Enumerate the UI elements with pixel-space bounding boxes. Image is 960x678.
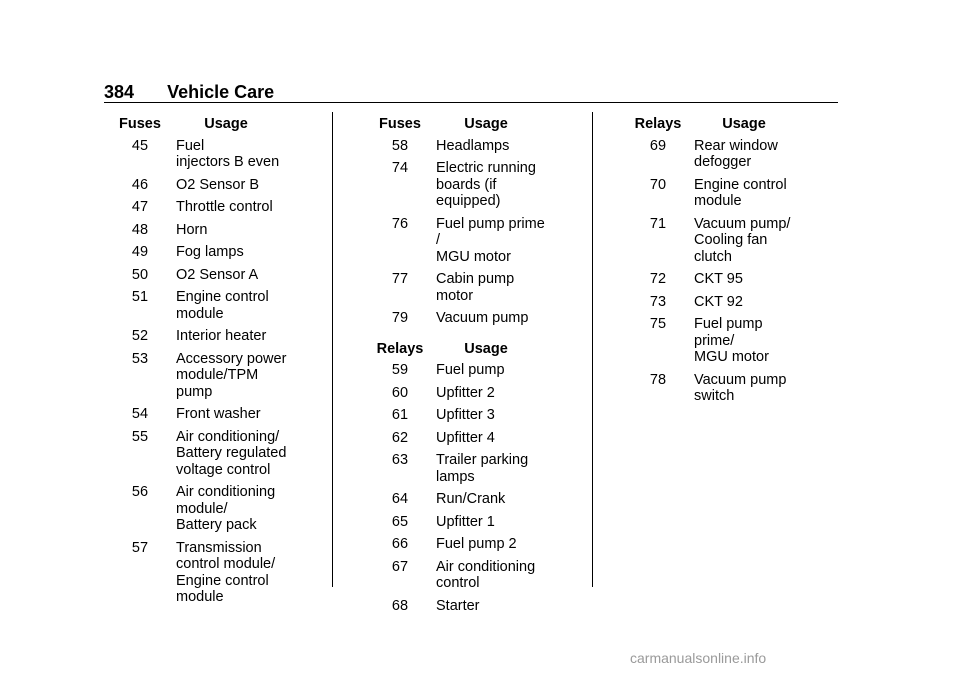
usage-line: lamps	[436, 468, 475, 485]
row-usage	[436, 362, 548, 379]
table-row	[622, 216, 832, 266]
row-usage	[436, 559, 548, 592]
row-usage	[694, 138, 806, 171]
fuses-header: Fuses	[379, 116, 421, 132]
header-rule	[104, 102, 838, 103]
table-row	[104, 289, 314, 322]
row-usage	[176, 222, 288, 239]
row-usage	[436, 310, 548, 327]
row-usage	[436, 385, 548, 402]
section-title: Vehicle Care	[167, 82, 275, 102]
usage-line: Starter	[436, 597, 480, 614]
row-number: 50	[131, 266, 149, 283]
table-row	[364, 138, 574, 155]
relays-header: Relays	[634, 116, 682, 132]
table-row	[364, 430, 574, 447]
usage-line: Trailer parking	[436, 452, 529, 468]
row-usage	[694, 216, 806, 266]
row-number: 47	[131, 199, 149, 215]
table-body	[364, 362, 574, 614]
row-usage	[176, 138, 288, 171]
row-number: 64	[391, 491, 409, 507]
usage-line: module/TPM pump	[176, 367, 259, 400]
usage-line: Rear window	[694, 137, 778, 154]
usage-line: Vacuum pump	[436, 310, 529, 326]
usage-line: Battery regulated	[176, 445, 287, 461]
row-usage	[436, 407, 548, 424]
table-row	[104, 406, 314, 423]
usage-line: module	[176, 589, 224, 605]
row-usage	[176, 429, 288, 479]
usage-line: Vacuum pump/	[694, 215, 791, 232]
usage-line: Electric running	[436, 160, 536, 176]
row-usage	[694, 316, 806, 366]
row-number: 78	[649, 371, 667, 388]
table-body	[364, 138, 574, 327]
table-row	[364, 514, 574, 531]
row-usage	[436, 138, 548, 155]
table-row	[104, 328, 314, 345]
table-body	[104, 138, 314, 606]
usage-line: control module/	[176, 556, 276, 572]
usage-line: Headlamps	[436, 137, 510, 154]
row-number: 55	[131, 428, 149, 445]
usage-line: Horn	[176, 221, 208, 238]
row-number: 46	[131, 176, 149, 193]
usage-line: module	[176, 305, 224, 322]
table-row	[104, 138, 314, 171]
usage-line: Vacuum pump	[694, 371, 787, 388]
row-number: 74	[391, 160, 409, 176]
usage-line: Upfitter 1	[436, 513, 495, 530]
row-number: 59	[391, 362, 409, 378]
row-number: 57	[131, 539, 149, 556]
table-row	[104, 244, 314, 261]
column-divider	[332, 112, 333, 587]
usage-line: Cabin pump motor	[436, 271, 515, 304]
table-row	[364, 160, 574, 210]
table-header	[364, 116, 574, 133]
row-usage	[436, 430, 548, 447]
usage-line: module/	[176, 500, 228, 517]
usage-line: O2 Sensor A	[176, 266, 259, 283]
row-usage	[694, 271, 806, 288]
usage-header: Usage	[722, 116, 766, 132]
row-number: 65	[391, 513, 409, 530]
row-usage	[176, 267, 288, 284]
row-usage	[176, 199, 288, 216]
table-row	[104, 351, 314, 401]
usage-line: boards (if	[436, 176, 497, 193]
row-usage	[176, 540, 288, 606]
usage-line: MGU motor	[436, 248, 511, 265]
row-number: 70	[649, 176, 667, 193]
table-row	[622, 316, 832, 366]
row-usage	[176, 406, 288, 423]
table-row	[364, 559, 574, 592]
table-row	[104, 484, 314, 534]
row-number: 52	[131, 328, 149, 344]
row-usage	[694, 372, 806, 405]
usage-line: Air conditioning	[436, 558, 536, 575]
row-number: 79	[391, 310, 409, 326]
table-body	[622, 138, 832, 405]
usage-line: voltage control	[176, 461, 271, 478]
usage-line: Air conditioning	[176, 484, 276, 500]
table-row	[104, 177, 314, 194]
row-number: 66	[391, 536, 409, 552]
table-row	[622, 372, 832, 405]
row-usage	[436, 271, 548, 304]
usage-line: Fuel pump prime /	[436, 215, 545, 248]
row-usage	[176, 289, 288, 322]
row-number: 69	[649, 137, 667, 154]
row-usage	[436, 452, 548, 485]
usage-line: Transmission	[176, 539, 262, 556]
usage-line: module	[694, 193, 742, 209]
row-usage	[436, 514, 548, 531]
row-number: 71	[649, 215, 667, 232]
usage-header: Usage	[464, 116, 508, 132]
row-number: 72	[649, 271, 667, 287]
table-header	[104, 116, 314, 133]
table-row	[622, 138, 832, 171]
row-number: 45	[131, 137, 149, 154]
fuses-table-1	[104, 116, 314, 612]
row-usage	[176, 244, 288, 261]
table-header	[622, 116, 832, 133]
table-row	[622, 294, 832, 311]
row-number: 77	[391, 271, 409, 287]
row-number: 54	[131, 406, 149, 422]
table-row	[364, 310, 574, 327]
table-row	[622, 177, 832, 210]
row-number: 48	[131, 221, 149, 238]
usage-line: switch	[694, 388, 735, 404]
table-row	[364, 271, 574, 304]
usage-line: Fog lamps	[176, 244, 244, 260]
table-row	[104, 540, 314, 606]
usage-line: CKT 95	[694, 271, 743, 287]
usage-header: Usage	[464, 340, 508, 357]
row-usage	[436, 216, 548, 266]
row-usage	[176, 328, 288, 345]
row-number: 68	[391, 597, 409, 614]
usage-line: Fuel pump 2	[436, 536, 517, 552]
relays-header: Relays	[376, 340, 424, 357]
row-usage	[436, 598, 548, 615]
row-number: 61	[391, 407, 409, 423]
usage-line: Front washer	[176, 406, 261, 422]
usage-line: Cooling fan clutch	[694, 232, 768, 265]
relays-table	[622, 116, 832, 411]
usage-line: Fuel	[176, 137, 205, 154]
table-row	[104, 429, 314, 479]
usage-line: O2 Sensor B	[176, 176, 260, 193]
usage-line: Accessory power	[176, 350, 287, 367]
table-row	[364, 407, 574, 424]
table-row	[364, 598, 574, 615]
usage-line: Engine control	[176, 289, 269, 305]
fuses-table-2	[364, 116, 574, 620]
column-divider	[592, 112, 593, 587]
row-number: 75	[649, 316, 667, 332]
row-number: 58	[391, 137, 409, 154]
row-number: 60	[391, 384, 409, 401]
fuses-header: Fuses	[119, 116, 161, 132]
watermark: carmanualsonline.info	[630, 650, 767, 666]
row-number: 76	[391, 215, 409, 232]
row-usage	[176, 484, 288, 534]
usage-line: CKT 92	[694, 293, 743, 310]
usage-line: control	[436, 575, 480, 591]
table-row	[104, 267, 314, 284]
row-usage	[694, 177, 806, 210]
usage-line: Throttle control	[176, 199, 273, 215]
usage-line: Engine control	[694, 176, 787, 193]
row-number: 53	[131, 350, 149, 367]
usage-line: Fuel pump	[436, 362, 505, 378]
usage-line: Upfitter 2	[436, 384, 495, 401]
usage-line: MGU motor	[694, 349, 769, 365]
usage-line: Fuel pump prime/	[694, 316, 763, 349]
table-row	[104, 199, 314, 216]
table-row	[364, 385, 574, 402]
row-number: 51	[131, 289, 149, 305]
row-usage	[694, 294, 806, 311]
row-number: 63	[391, 452, 409, 468]
usage-line: Upfitter 3	[436, 407, 495, 423]
usage-line: Run/Crank	[436, 491, 506, 507]
usage-line: defogger	[694, 154, 752, 170]
usage-line: Upfitter 4	[436, 429, 495, 446]
page-header	[104, 82, 274, 103]
row-number: 56	[131, 484, 149, 500]
row-usage	[176, 351, 288, 401]
row-usage	[436, 160, 548, 210]
row-number: 73	[649, 293, 667, 310]
row-usage	[436, 491, 548, 508]
table-row	[364, 452, 574, 485]
table-row	[104, 222, 314, 239]
usage-header: Usage	[204, 116, 248, 132]
page-number: 384	[104, 82, 135, 102]
table-row	[364, 536, 574, 553]
table-row	[364, 216, 574, 266]
row-number: 49	[131, 244, 149, 260]
usage-line: Interior heater	[176, 328, 267, 344]
usage-line: injectors B even	[176, 154, 280, 170]
table-row	[364, 362, 574, 379]
usage-line: Air conditioning/	[176, 428, 280, 445]
row-usage	[436, 536, 548, 553]
row-usage	[176, 177, 288, 194]
row-number: 62	[391, 429, 409, 446]
relays-table-header	[364, 341, 574, 358]
usage-line: Battery pack	[176, 517, 257, 533]
table-row	[622, 271, 832, 288]
usage-line: Engine control	[176, 572, 269, 589]
row-number: 67	[391, 558, 409, 575]
table-row	[364, 491, 574, 508]
usage-line: equipped)	[436, 193, 501, 209]
